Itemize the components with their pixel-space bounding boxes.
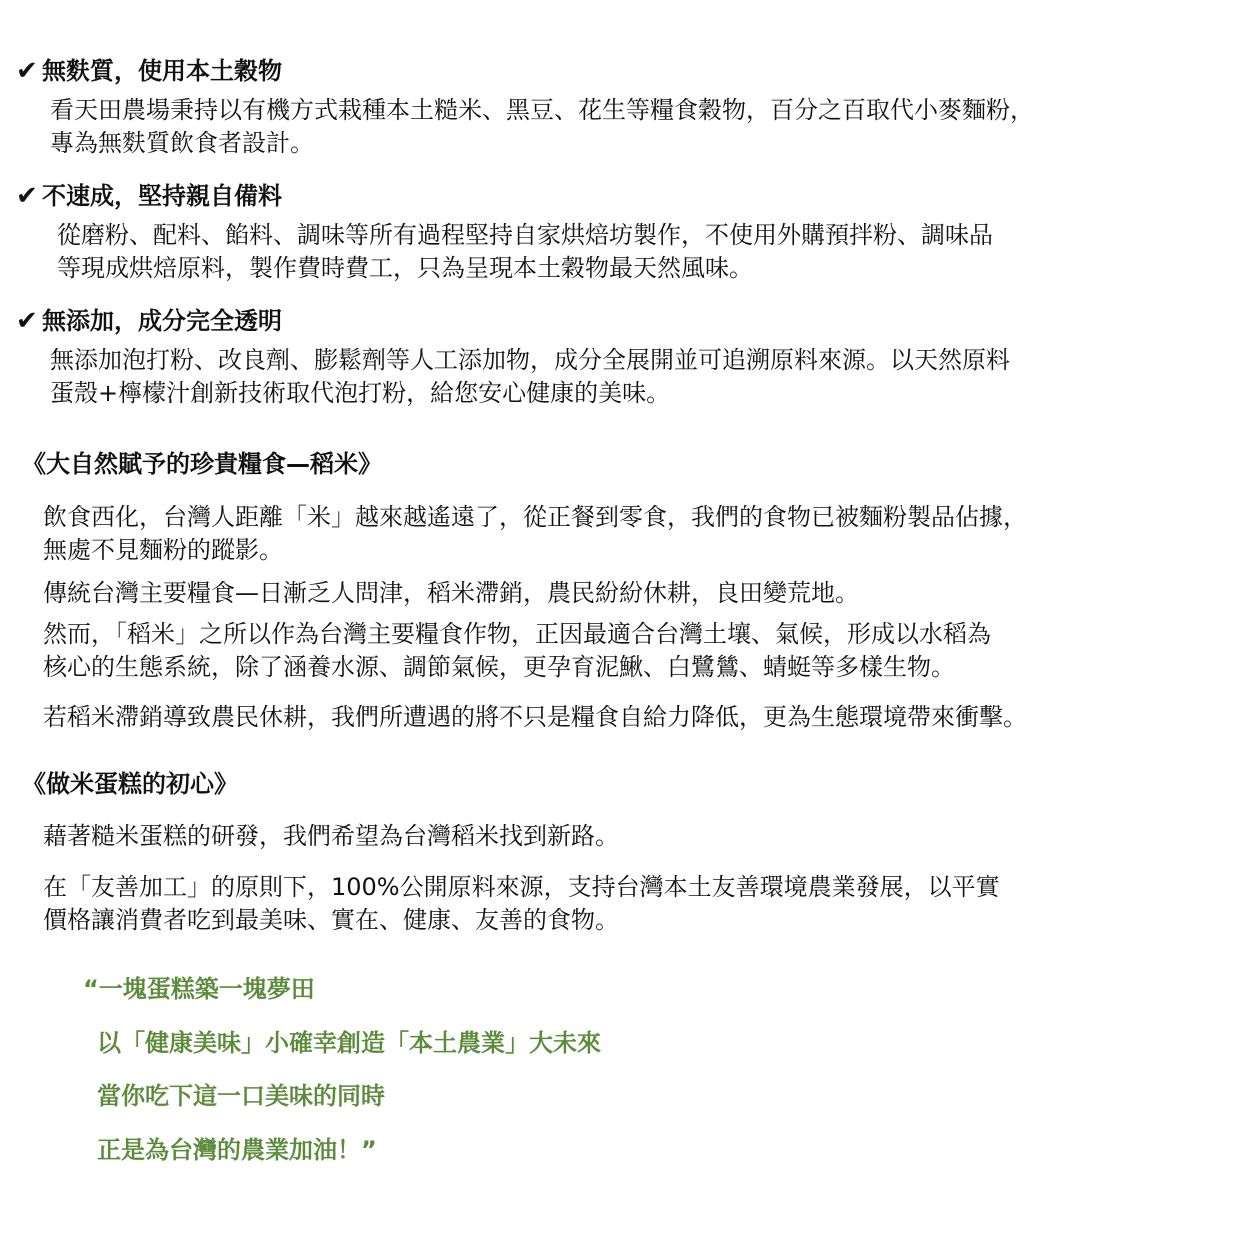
checkmark-icon: ✔ (16, 56, 38, 86)
text-line: 傳統台灣主要糧食—日漸乏人問津，稻米滯銷，農民紛紛休耕，良田變荒地。 (43, 579, 859, 607)
text-line: 飲食西化，台灣人距離「米」越來越遙遠了，從正餐到零食，我們的食物已被麵粉製品佔據， (43, 503, 1027, 531)
paragraph (43, 820, 619, 853)
text-line: 核心的生態系統，除了涵養水源、調節氣候，更孕育泥鰍、白鷺鷥、蜻蜓等多樣生物。 (43, 653, 955, 681)
text-line: 專為無麩質飲食者設計。 (50, 129, 314, 157)
checkmark-icon: ✔ (16, 306, 38, 336)
feature-title: 無添加，成分完全透明 (42, 307, 282, 335)
quote-line: 以「健康美味」小確幸創造「本土農業」大未來 (97, 1029, 601, 1057)
text-line: 若稻米滯銷導致農民休耕，我們所遭遇的將不只是糧食自給力降低，更為生態環境帶來衝擊。 (43, 703, 1027, 731)
paragraph (43, 701, 1027, 734)
text-line: 價格讓消費者吃到最美味、實在、健康、友善的食物。 (43, 906, 619, 934)
feature-title: 無麩質，使用本土穀物 (42, 57, 282, 85)
feature-description (50, 344, 1010, 410)
feature-description (57, 219, 993, 285)
text-line: 藉著糙米蛋糕的研發，我們希望為台灣稻米找到新路。 (43, 822, 619, 850)
text-line: 看天田農場秉持以有機方式栽種本土糙米、黑豆、花生等糧食穀物，百分之百取代小麥麵粉， (50, 96, 1034, 124)
section-heading-rice: 《大自然賦予的珍貴糧食—稻米》 (22, 450, 382, 478)
paragraph (43, 577, 859, 610)
section-heading-origin: 《做米蛋糕的初心》 (22, 770, 238, 798)
text-line: 無處不見麵粉的蹤影。 (43, 536, 283, 564)
text-line: 蛋殼+檸檬汁創新技術取代泡打粉，給您安心健康的美味。 (50, 379, 671, 407)
paragraph (43, 618, 991, 684)
feature-title: 不速成，堅持親自備料 (42, 182, 282, 210)
feature-heading-gluten-free (16, 56, 282, 86)
text-line: 等現成烘焙原料，製作費時費工，只為呈現本土穀物最天然風味。 (57, 254, 753, 282)
paragraph (43, 871, 1000, 937)
quote-line: 當你吃下這一口美味的同時 (97, 1082, 385, 1110)
quote-line: 正是為台灣的農業加油！” (97, 1136, 377, 1164)
feature-heading-handmade (16, 181, 282, 211)
paragraph (43, 501, 1027, 567)
text-line: 然而，「稻米」之所以作為台灣主要糧食作物，正因最適合台灣土壤、氣候，形成以水稻為 (43, 620, 991, 648)
feature-heading-no-additives (16, 306, 282, 336)
text-line: 在「友善加工」的原則下，100%公開原料來源，支持台灣本土友善環境農業發展，以平實 (43, 873, 1000, 901)
checkmark-icon: ✔ (16, 181, 38, 211)
text-line: 無添加泡打粉、改良劑、膨鬆劑等人工添加物，成分全展開並可追溯原料來源。以天然原料 (50, 346, 1010, 374)
text-line: 從磨粉、配料、餡料、調味等所有過程堅持自家烘焙坊製作，不使用外購預拌粉、調味品 (57, 221, 993, 249)
quote-line: “一塊蛋糕築一塊夢田 (83, 975, 315, 1003)
feature-description (50, 94, 1034, 160)
